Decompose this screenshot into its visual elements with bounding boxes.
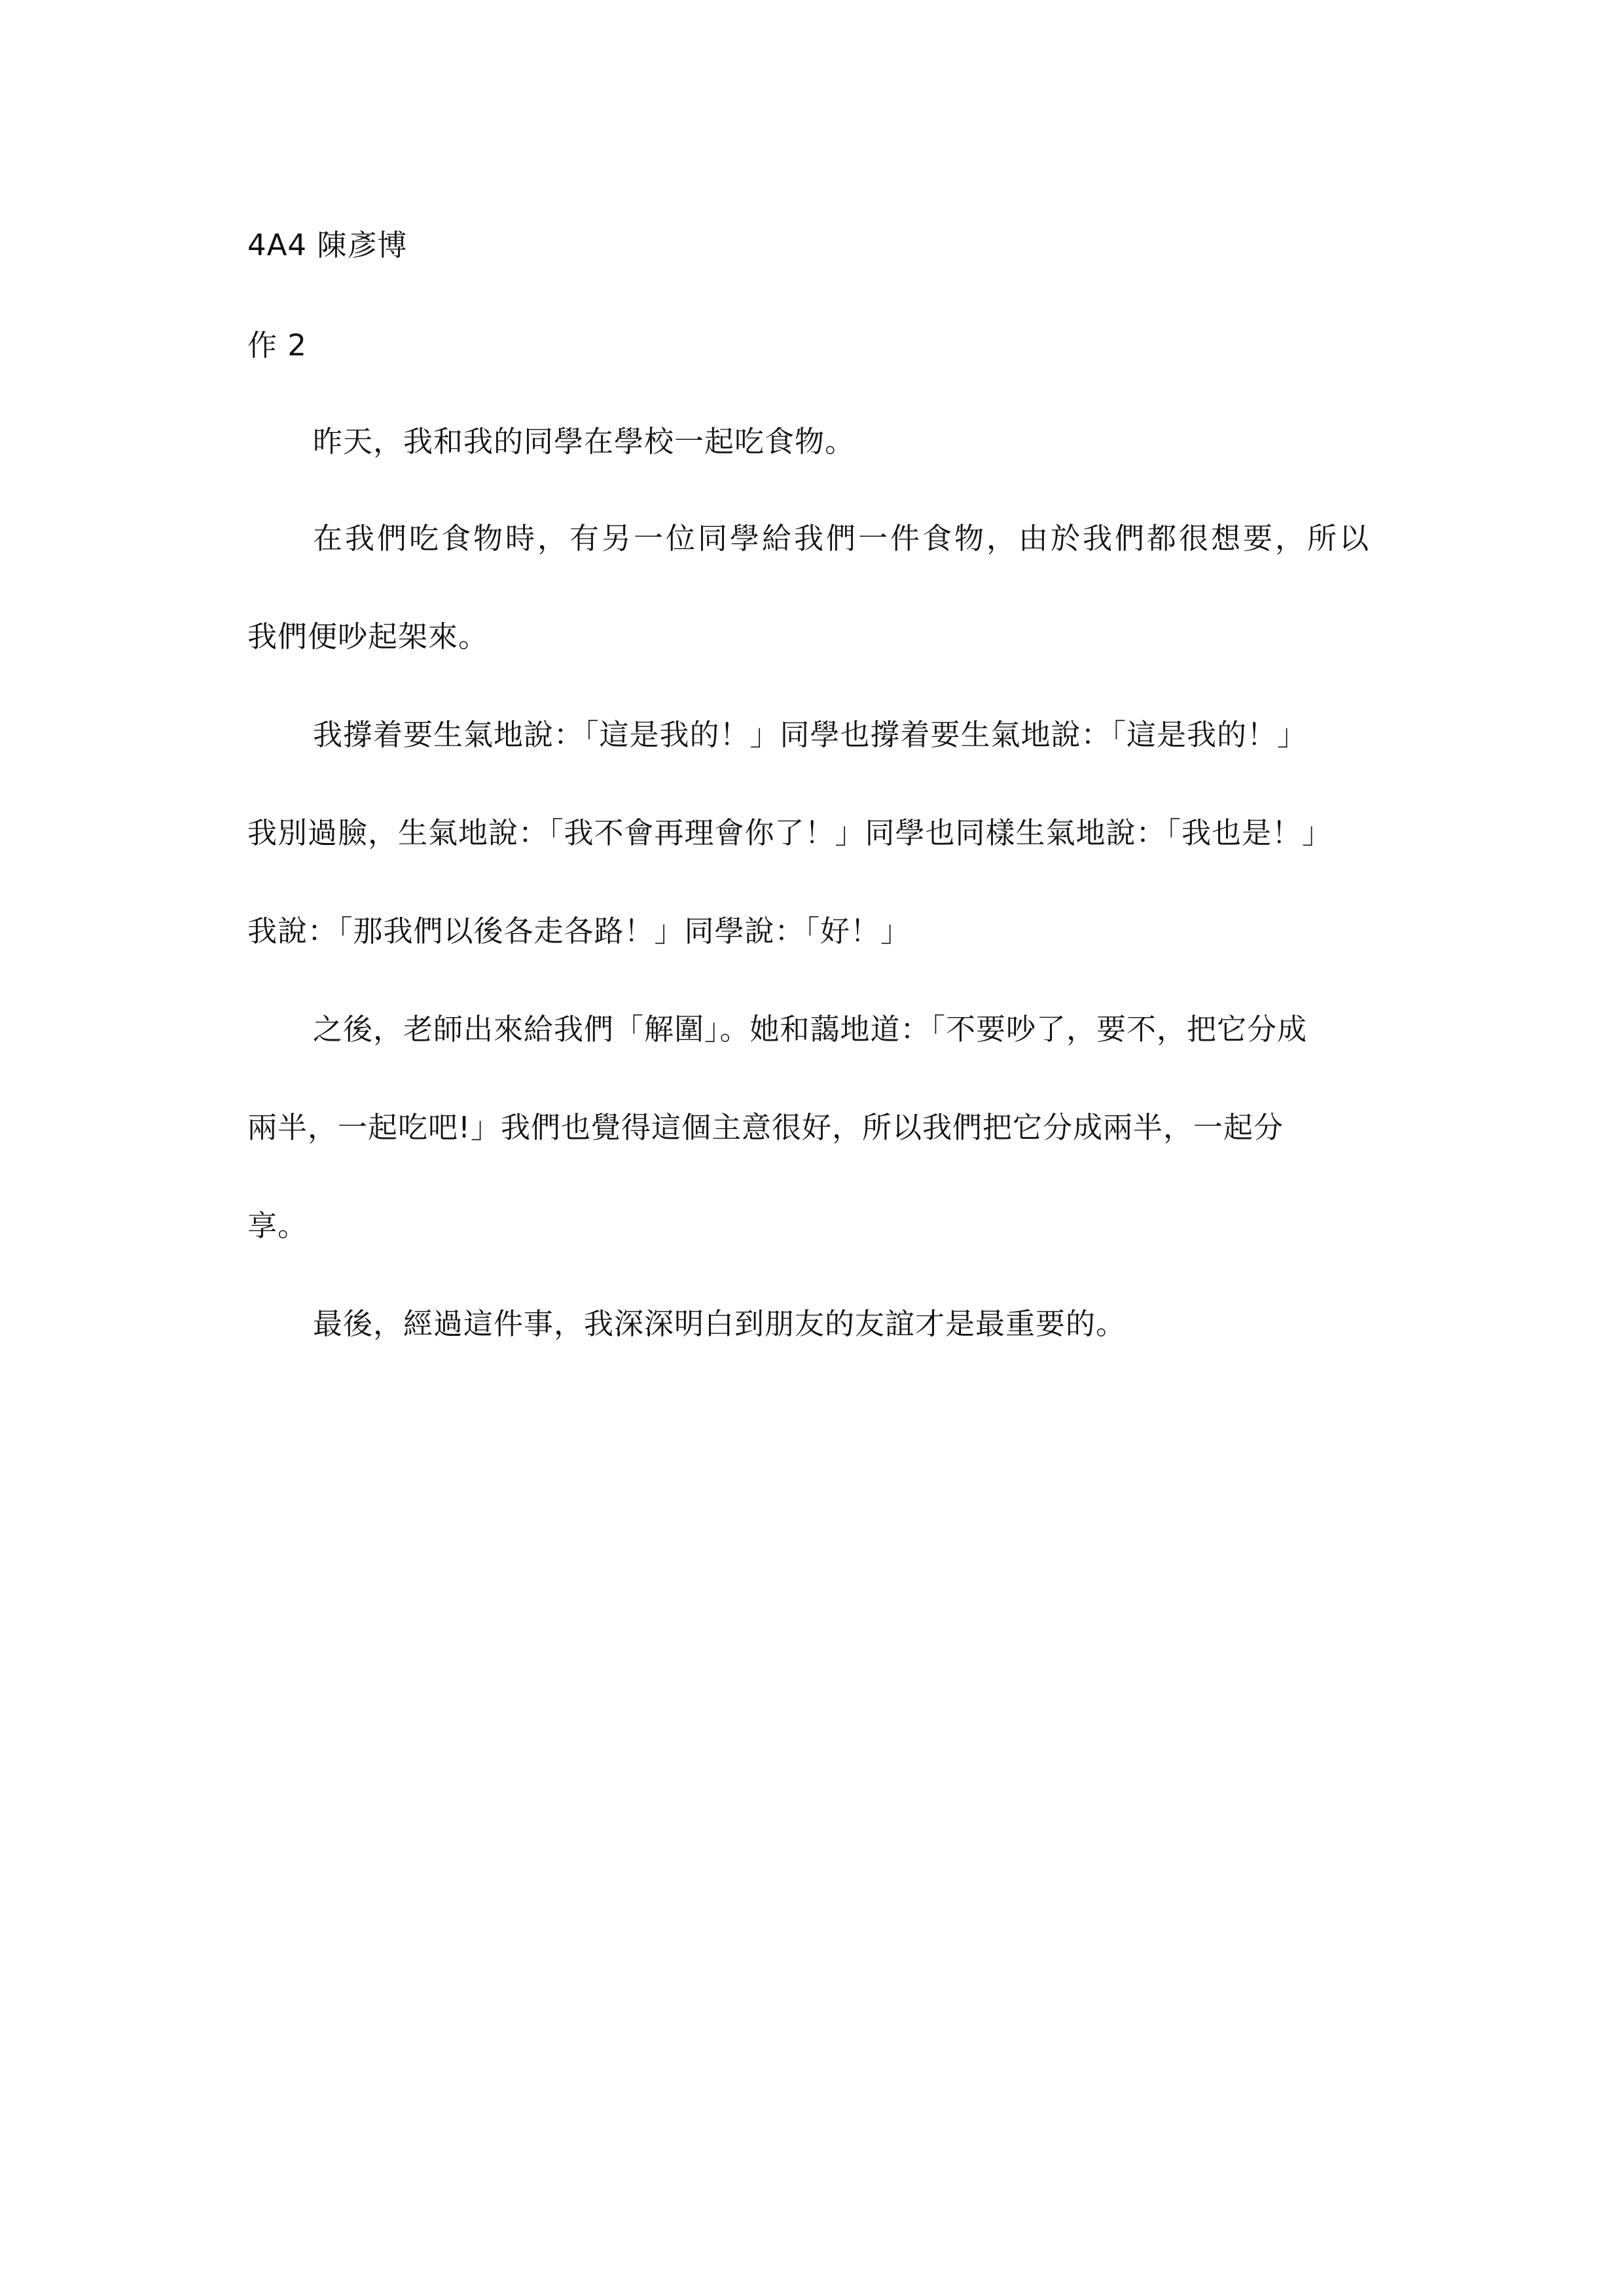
paragraph-line: 兩半，一起吃吧!」我們也覺得這個主意很好，所以我們把它分成兩半，一起分 [247, 1110, 1284, 1145]
paragraph-line: 我說：「那我們以後各走各路！」同學說：「好！」 [247, 914, 911, 948]
paragraph-line: 之後，老師出來給我們「解圍」。她和藹地道：「不要吵了，要不，把它分成 [313, 1012, 1308, 1047]
paragraph-line: 最後，經過這件事，我深深明白到朋友的友誼才是最重要的。 [313, 1306, 1127, 1341]
student-name-line: 4A4 陳彥博 [247, 228, 408, 262]
assignment-title: 作 2 [247, 328, 307, 363]
paragraph-line: 我們便吵起架來。 [247, 619, 489, 654]
paragraph-line: 享。 [247, 1208, 308, 1243]
paragraph-line: 昨天，我和我的同學在學校一起吃食物。 [313, 424, 856, 459]
paragraph-line: 我別過臉，生氣地說：「我不會再理會你了！」同學也同樣生氣地說：「我也是！」 [247, 816, 1333, 850]
paragraph-line: 在我們吃食物時，有另一位同學給我們一件食物，由於我們都很想要，所以 [313, 521, 1372, 556]
paragraph-line: 我撐着要生氣地說：「這是我的！」同學也撐着要生氣地說：「這是我的！」 [313, 717, 1308, 752]
